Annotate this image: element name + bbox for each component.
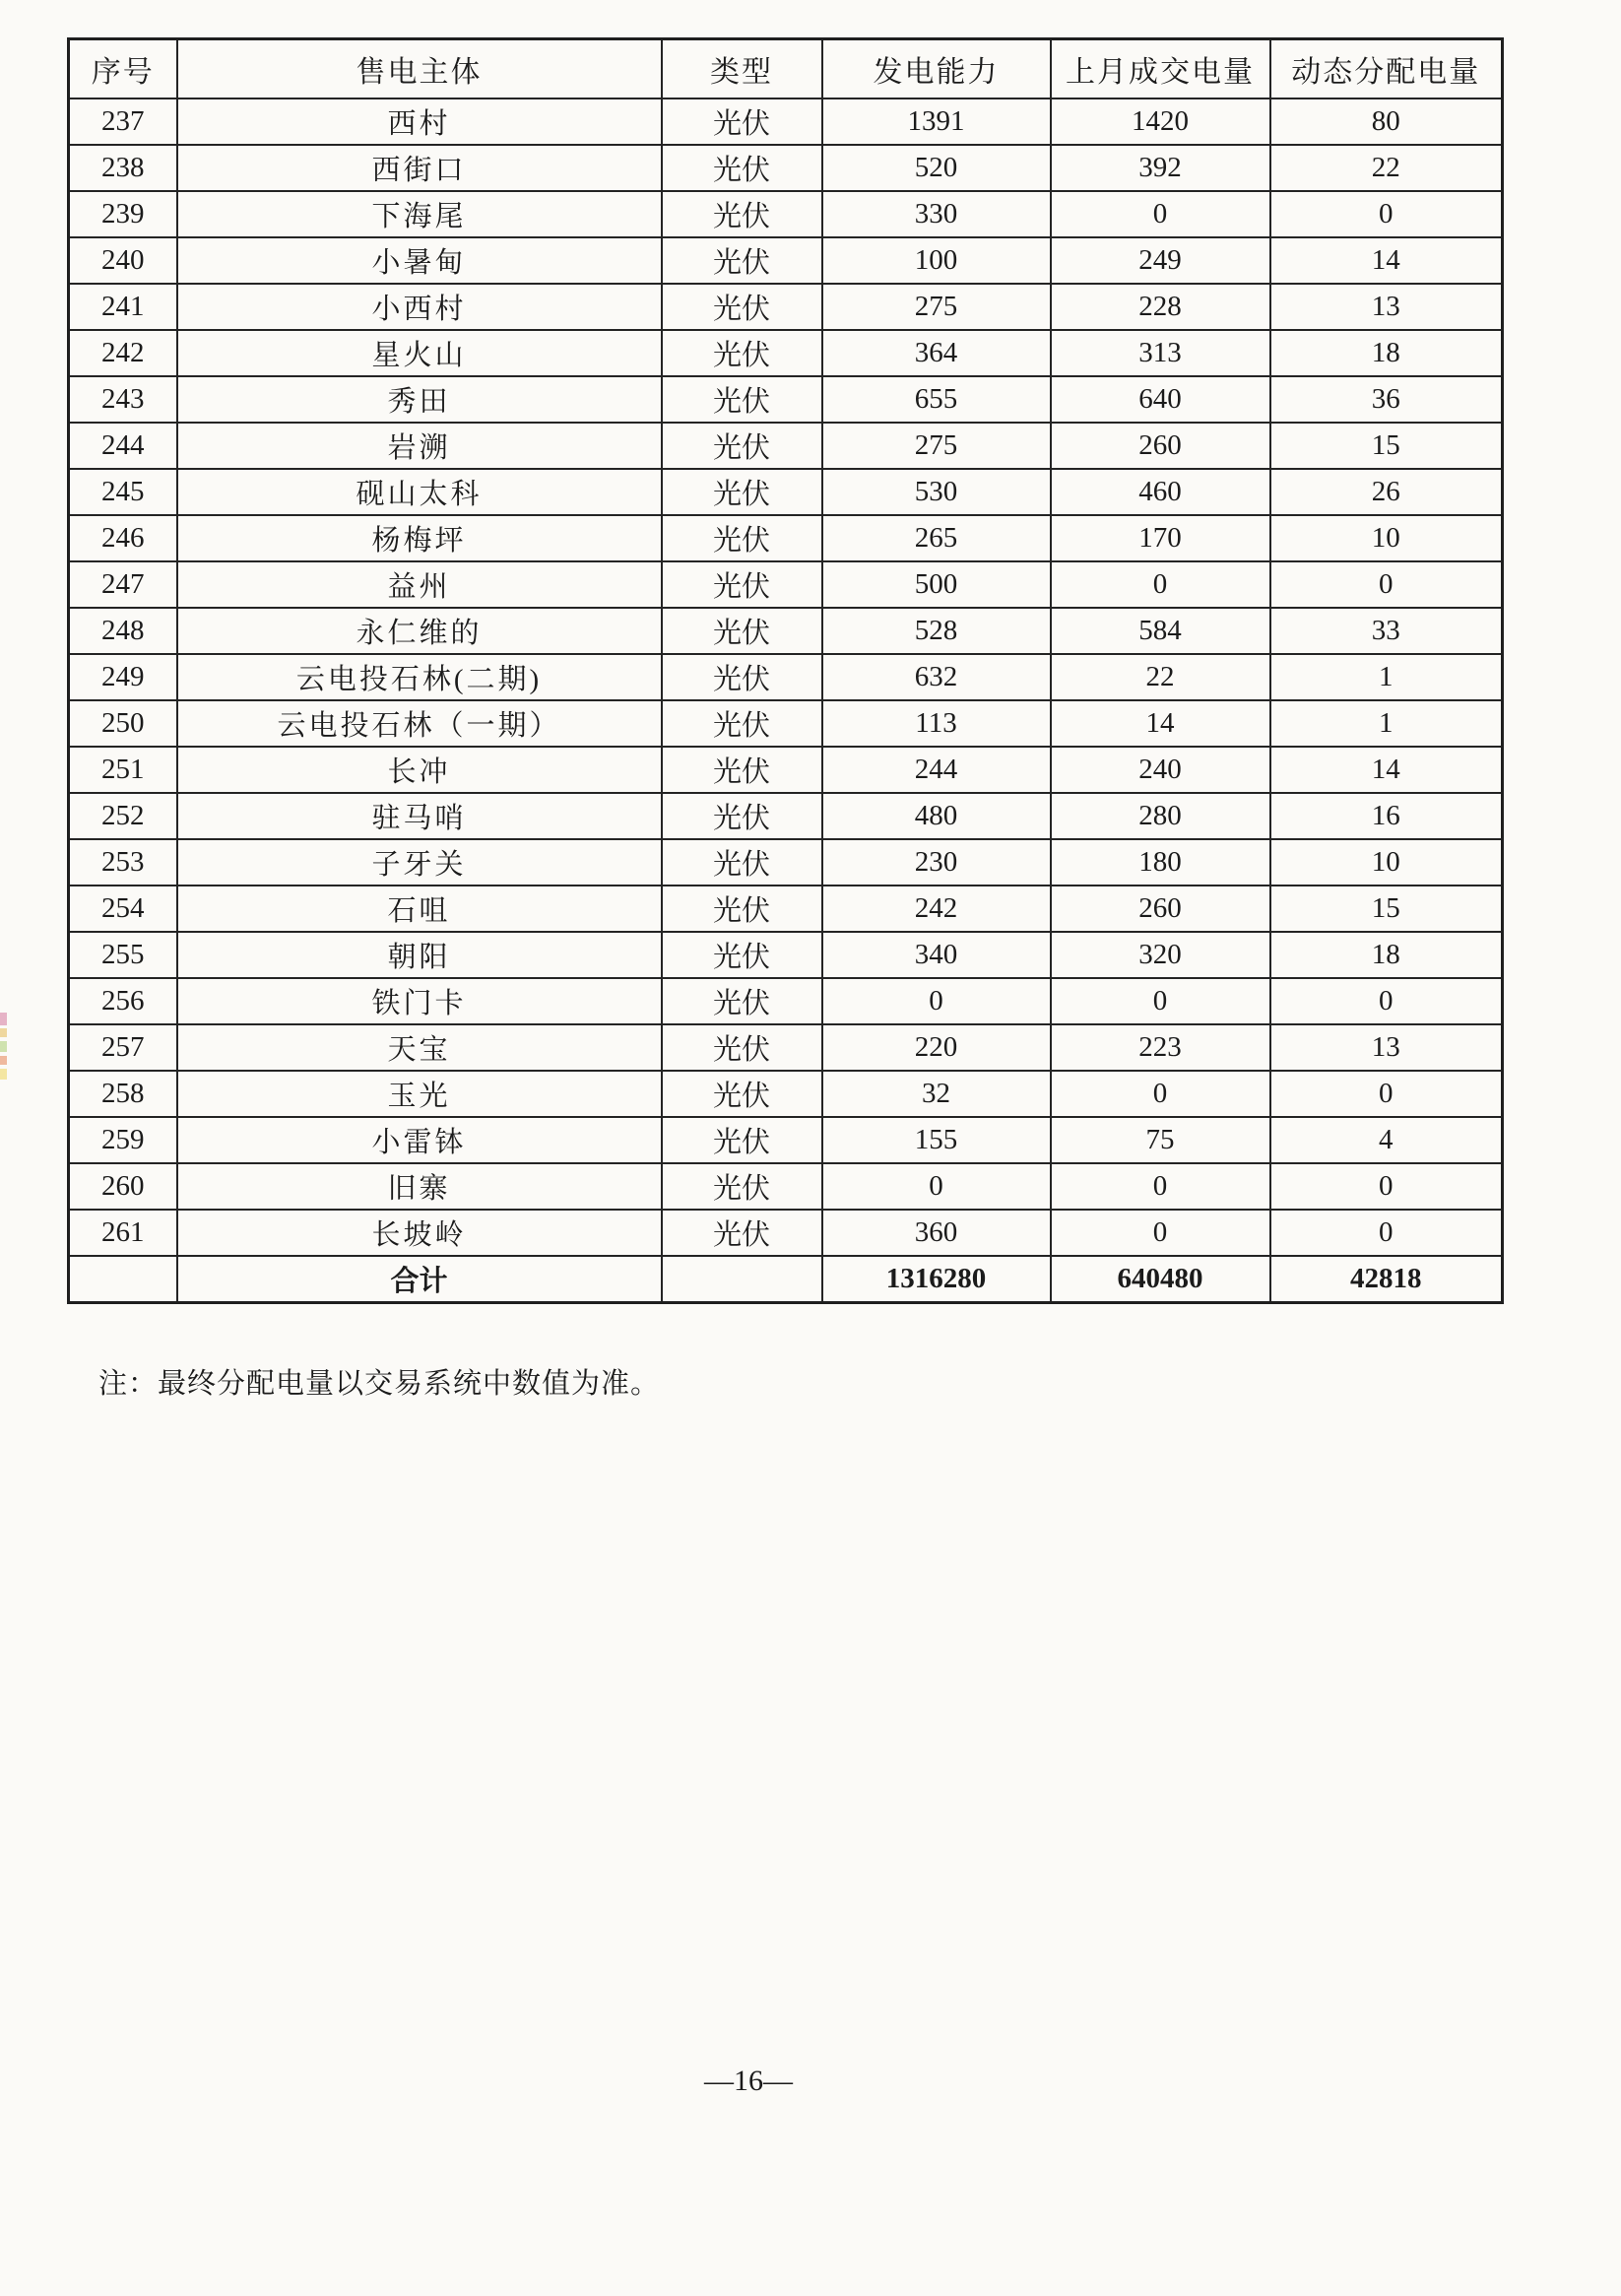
cell-dynamic: 18: [1270, 330, 1503, 376]
table-row: [69, 284, 1503, 330]
table-footer: [69, 1256, 1503, 1303]
cell-dynamic: 16: [1270, 793, 1503, 839]
cell-entity: 云电投石林(二期): [177, 654, 662, 700]
table-row: [69, 237, 1503, 284]
cell-seq: 244: [69, 423, 177, 469]
cell-type: 光伏: [662, 932, 822, 978]
cell-type: 光伏: [662, 1163, 822, 1210]
table-row: [69, 145, 1503, 191]
cell-type: 光伏: [662, 515, 822, 561]
cell-capacity: 242: [822, 886, 1051, 932]
table-row: [69, 1117, 1503, 1163]
cell-entity: 永仁维的: [177, 608, 662, 654]
cell-entity: 天宝: [177, 1024, 662, 1071]
cell-seq: 254: [69, 886, 177, 932]
scan-artifact: [0, 1013, 7, 1025]
cell-last-month: 260: [1051, 423, 1270, 469]
cell-last-month: 392: [1051, 145, 1270, 191]
cell-type: 光伏: [662, 376, 822, 423]
cell-seq: 260: [69, 1163, 177, 1210]
table-row: [69, 98, 1503, 145]
cell-entity: 朝阳: [177, 932, 662, 978]
col-header-capacity: 发电能力: [822, 39, 1051, 99]
cell-capacity: 0: [822, 1163, 1051, 1210]
table-row: [69, 839, 1503, 886]
cell-entity: 秀田: [177, 376, 662, 423]
cell-seq: 239: [69, 191, 177, 237]
total-row: [69, 1256, 1503, 1303]
cell-capacity: 520: [822, 145, 1051, 191]
cell-last-month: 240: [1051, 747, 1270, 793]
cell-dynamic: 0: [1270, 1210, 1503, 1256]
table-row: [69, 1024, 1503, 1071]
cell-seq: 256: [69, 978, 177, 1024]
cell-seq: 242: [69, 330, 177, 376]
cell-entity: 岩溯: [177, 423, 662, 469]
cell-seq: 261: [69, 1210, 177, 1256]
cell-dynamic: 13: [1270, 1024, 1503, 1071]
cell-last-month: 223: [1051, 1024, 1270, 1071]
page-number: —16—: [704, 2065, 793, 2097]
cell-last-month: 280: [1051, 793, 1270, 839]
cell-dynamic: 0: [1270, 191, 1503, 237]
cell-seq: 258: [69, 1071, 177, 1117]
cell-capacity: 230: [822, 839, 1051, 886]
cell-type: 光伏: [662, 98, 822, 145]
table-row: [69, 1071, 1503, 1117]
cell-dynamic: 0: [1270, 561, 1503, 608]
table-body: [69, 98, 1503, 1256]
table-row: [69, 747, 1503, 793]
cell-type: 光伏: [662, 1117, 822, 1163]
cell-entity: 益州: [177, 561, 662, 608]
scan-artifact: [0, 1056, 7, 1065]
cell-dynamic: 15: [1270, 423, 1503, 469]
cell-last-month: 22: [1051, 654, 1270, 700]
cell-type: 光伏: [662, 793, 822, 839]
cell-type: 光伏: [662, 284, 822, 330]
cell-dynamic: 1: [1270, 700, 1503, 747]
cell-entity: 旧寨: [177, 1163, 662, 1210]
scan-artifact: [0, 1028, 7, 1037]
table-row: [69, 376, 1503, 423]
cell-dynamic: 0: [1270, 978, 1503, 1024]
cell-last-month: 0: [1051, 978, 1270, 1024]
cell-seq: 241: [69, 284, 177, 330]
cell-type: 光伏: [662, 237, 822, 284]
scan-artifact: [0, 1041, 7, 1052]
cell-dynamic: 13: [1270, 284, 1503, 330]
cell-last-month: 0: [1051, 1163, 1270, 1210]
table-row: [69, 191, 1503, 237]
cell-entity: 小暑甸: [177, 237, 662, 284]
table-row: [69, 1210, 1503, 1256]
cell-type: 光伏: [662, 469, 822, 515]
cell-capacity: 360: [822, 1210, 1051, 1256]
cell-capacity: 265: [822, 515, 1051, 561]
cell-seq: 238: [69, 145, 177, 191]
cell-dynamic: 0: [1270, 1071, 1503, 1117]
table-row: [69, 700, 1503, 747]
cell-type: 光伏: [662, 654, 822, 700]
cell-seq: 250: [69, 700, 177, 747]
cell-capacity: 220: [822, 1024, 1051, 1071]
cell-dynamic: 18: [1270, 932, 1503, 978]
cell-dynamic: 14: [1270, 237, 1503, 284]
cell-seq: 245: [69, 469, 177, 515]
scan-artifact: [0, 1069, 7, 1080]
cell-entity: 西村: [177, 98, 662, 145]
table-row: [69, 423, 1503, 469]
cell-dynamic: 80: [1270, 98, 1503, 145]
cell-type: 光伏: [662, 1071, 822, 1117]
cell-capacity: 500: [822, 561, 1051, 608]
cell-last-month: 14: [1051, 700, 1270, 747]
cell-entity: 砚山太科: [177, 469, 662, 515]
footnote: 注：最终分配电量以交易系统中数值为准。: [98, 1368, 661, 1400]
cell-type: 光伏: [662, 423, 822, 469]
cell-type: 光伏: [662, 561, 822, 608]
cell-dynamic: 36: [1270, 376, 1503, 423]
total-last-month-cell: 640480: [1051, 1256, 1270, 1303]
cell-entity: 石咀: [177, 886, 662, 932]
cell-type: 光伏: [662, 330, 822, 376]
cell-last-month: 0: [1051, 561, 1270, 608]
cell-seq: 251: [69, 747, 177, 793]
cell-capacity: 364: [822, 330, 1051, 376]
cell-seq: 246: [69, 515, 177, 561]
cell-seq: 248: [69, 608, 177, 654]
cell-entity: 玉光: [177, 1071, 662, 1117]
col-header-last-month: 上月成交电量: [1051, 39, 1270, 99]
cell-capacity: 113: [822, 700, 1051, 747]
total-seq-cell: [69, 1256, 177, 1303]
cell-capacity: 632: [822, 654, 1051, 700]
cell-dynamic: 4: [1270, 1117, 1503, 1163]
cell-capacity: 340: [822, 932, 1051, 978]
cell-capacity: 275: [822, 423, 1051, 469]
cell-last-month: 584: [1051, 608, 1270, 654]
cell-entity: 西街口: [177, 145, 662, 191]
cell-last-month: 75: [1051, 1117, 1270, 1163]
cell-capacity: 275: [822, 284, 1051, 330]
cell-entity: 小雷钵: [177, 1117, 662, 1163]
cell-last-month: 460: [1051, 469, 1270, 515]
table-row: [69, 561, 1503, 608]
cell-capacity: 244: [822, 747, 1051, 793]
cell-entity: 小西村: [177, 284, 662, 330]
cell-last-month: 170: [1051, 515, 1270, 561]
cell-last-month: 228: [1051, 284, 1270, 330]
cell-capacity: 480: [822, 793, 1051, 839]
cell-entity: 杨梅坪: [177, 515, 662, 561]
table-row: [69, 654, 1503, 700]
table-header: [69, 39, 1503, 99]
cell-seq: 252: [69, 793, 177, 839]
cell-dynamic: 1: [1270, 654, 1503, 700]
cell-last-month: 249: [1051, 237, 1270, 284]
cell-capacity: 1391: [822, 98, 1051, 145]
cell-last-month: 0: [1051, 1210, 1270, 1256]
cell-type: 光伏: [662, 608, 822, 654]
cell-entity: 下海尾: [177, 191, 662, 237]
cell-capacity: 32: [822, 1071, 1051, 1117]
cell-dynamic: 10: [1270, 839, 1503, 886]
cell-dynamic: 22: [1270, 145, 1503, 191]
cell-type: 光伏: [662, 886, 822, 932]
cell-seq: 247: [69, 561, 177, 608]
cell-last-month: 180: [1051, 839, 1270, 886]
table-row: [69, 608, 1503, 654]
cell-capacity: 330: [822, 191, 1051, 237]
table-row: [69, 330, 1503, 376]
cell-last-month: 1420: [1051, 98, 1270, 145]
cell-type: 光伏: [662, 1024, 822, 1071]
table-row: [69, 932, 1503, 978]
cell-seq: 243: [69, 376, 177, 423]
cell-last-month: 313: [1051, 330, 1270, 376]
cell-seq: 237: [69, 98, 177, 145]
cell-capacity: 0: [822, 978, 1051, 1024]
cell-entity: 铁门卡: [177, 978, 662, 1024]
cell-type: 光伏: [662, 700, 822, 747]
cell-capacity: 655: [822, 376, 1051, 423]
cell-dynamic: 0: [1270, 1163, 1503, 1210]
total-label-cell: 合计: [177, 1256, 662, 1303]
cell-entity: 驻马哨: [177, 793, 662, 839]
cell-capacity: 155: [822, 1117, 1051, 1163]
cell-capacity: 528: [822, 608, 1051, 654]
cell-entity: 星火山: [177, 330, 662, 376]
cell-type: 光伏: [662, 978, 822, 1024]
total-dynamic-cell: 42818: [1270, 1256, 1503, 1303]
total-type-cell: [662, 1256, 822, 1303]
allocation-table: [67, 37, 1504, 1304]
cell-seq: 255: [69, 932, 177, 978]
col-header-dynamic: 动态分配电量: [1270, 39, 1503, 99]
cell-dynamic: 15: [1270, 886, 1503, 932]
cell-entity: 云电投石林（一期）: [177, 700, 662, 747]
cell-capacity: 530: [822, 469, 1051, 515]
cell-entity: 长坡岭: [177, 1210, 662, 1256]
cell-dynamic: 10: [1270, 515, 1503, 561]
col-header-type: 类型: [662, 39, 822, 99]
cell-dynamic: 33: [1270, 608, 1503, 654]
table-row: [69, 793, 1503, 839]
cell-last-month: 260: [1051, 886, 1270, 932]
table-row: [69, 469, 1503, 515]
cell-last-month: 640: [1051, 376, 1270, 423]
cell-seq: 257: [69, 1024, 177, 1071]
cell-capacity: 100: [822, 237, 1051, 284]
cell-last-month: 320: [1051, 932, 1270, 978]
table-row: [69, 886, 1503, 932]
table-row: [69, 1163, 1503, 1210]
cell-dynamic: 26: [1270, 469, 1503, 515]
table-row: [69, 515, 1503, 561]
cell-type: 光伏: [662, 839, 822, 886]
cell-type: 光伏: [662, 191, 822, 237]
col-header-entity: 售电主体: [177, 39, 662, 99]
col-header-seq: 序号: [69, 39, 177, 99]
cell-seq: 249: [69, 654, 177, 700]
cell-seq: 259: [69, 1117, 177, 1163]
cell-entity: 子牙关: [177, 839, 662, 886]
table-row: [69, 978, 1503, 1024]
cell-type: 光伏: [662, 747, 822, 793]
cell-type: 光伏: [662, 1210, 822, 1256]
total-capacity-cell: 1316280: [822, 1256, 1051, 1303]
cell-last-month: 0: [1051, 1071, 1270, 1117]
cell-entity: 长冲: [177, 747, 662, 793]
cell-seq: 253: [69, 839, 177, 886]
header-row: [69, 39, 1503, 99]
cell-type: 光伏: [662, 145, 822, 191]
cell-seq: 240: [69, 237, 177, 284]
cell-last-month: 0: [1051, 191, 1270, 237]
cell-dynamic: 14: [1270, 747, 1503, 793]
